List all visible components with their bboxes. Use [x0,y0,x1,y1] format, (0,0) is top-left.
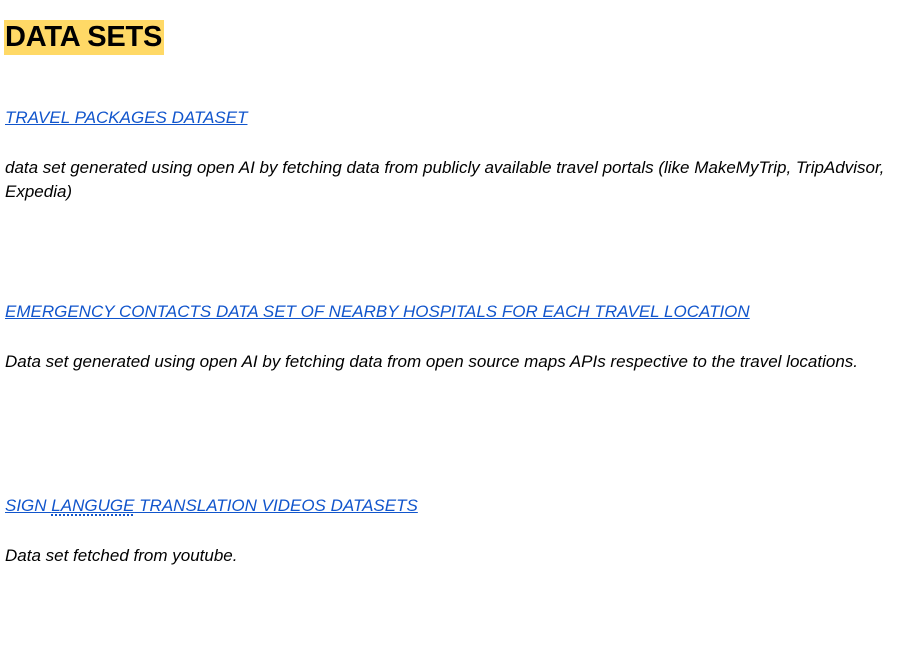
sign-language-videos-dataset-link[interactable] [5,496,418,516]
link-text-part: SIGN [5,496,52,515]
travel-packages-dataset-link[interactable]: TRAVEL PACKAGES DATASET [5,108,248,127]
emergency-contacts-dataset-link[interactable]: EMERGENCY CONTACTS DATA SET OF NEARBY HOSPITALS FOR EACH TRAVEL LOCATION [5,302,750,321]
emergency-contacts-description: Data set generated using open AI by fetching data from open source maps APIs respective to the travel locations. [5,352,859,371]
page-title: DATA SETS [5,21,163,53]
sign-language-videos-description: Data set fetched from youtube. [5,546,238,565]
travel-packages-description: data set generated using open AI by fetching data from publicly available travel portals (like MakeMyTrip, TripAdvisor, Expedia) [5,158,885,201]
link-text-part: TRANSLATION VIDEOS DATASETS [134,496,418,515]
misspelled-word: LANGUGE [51,496,135,515]
